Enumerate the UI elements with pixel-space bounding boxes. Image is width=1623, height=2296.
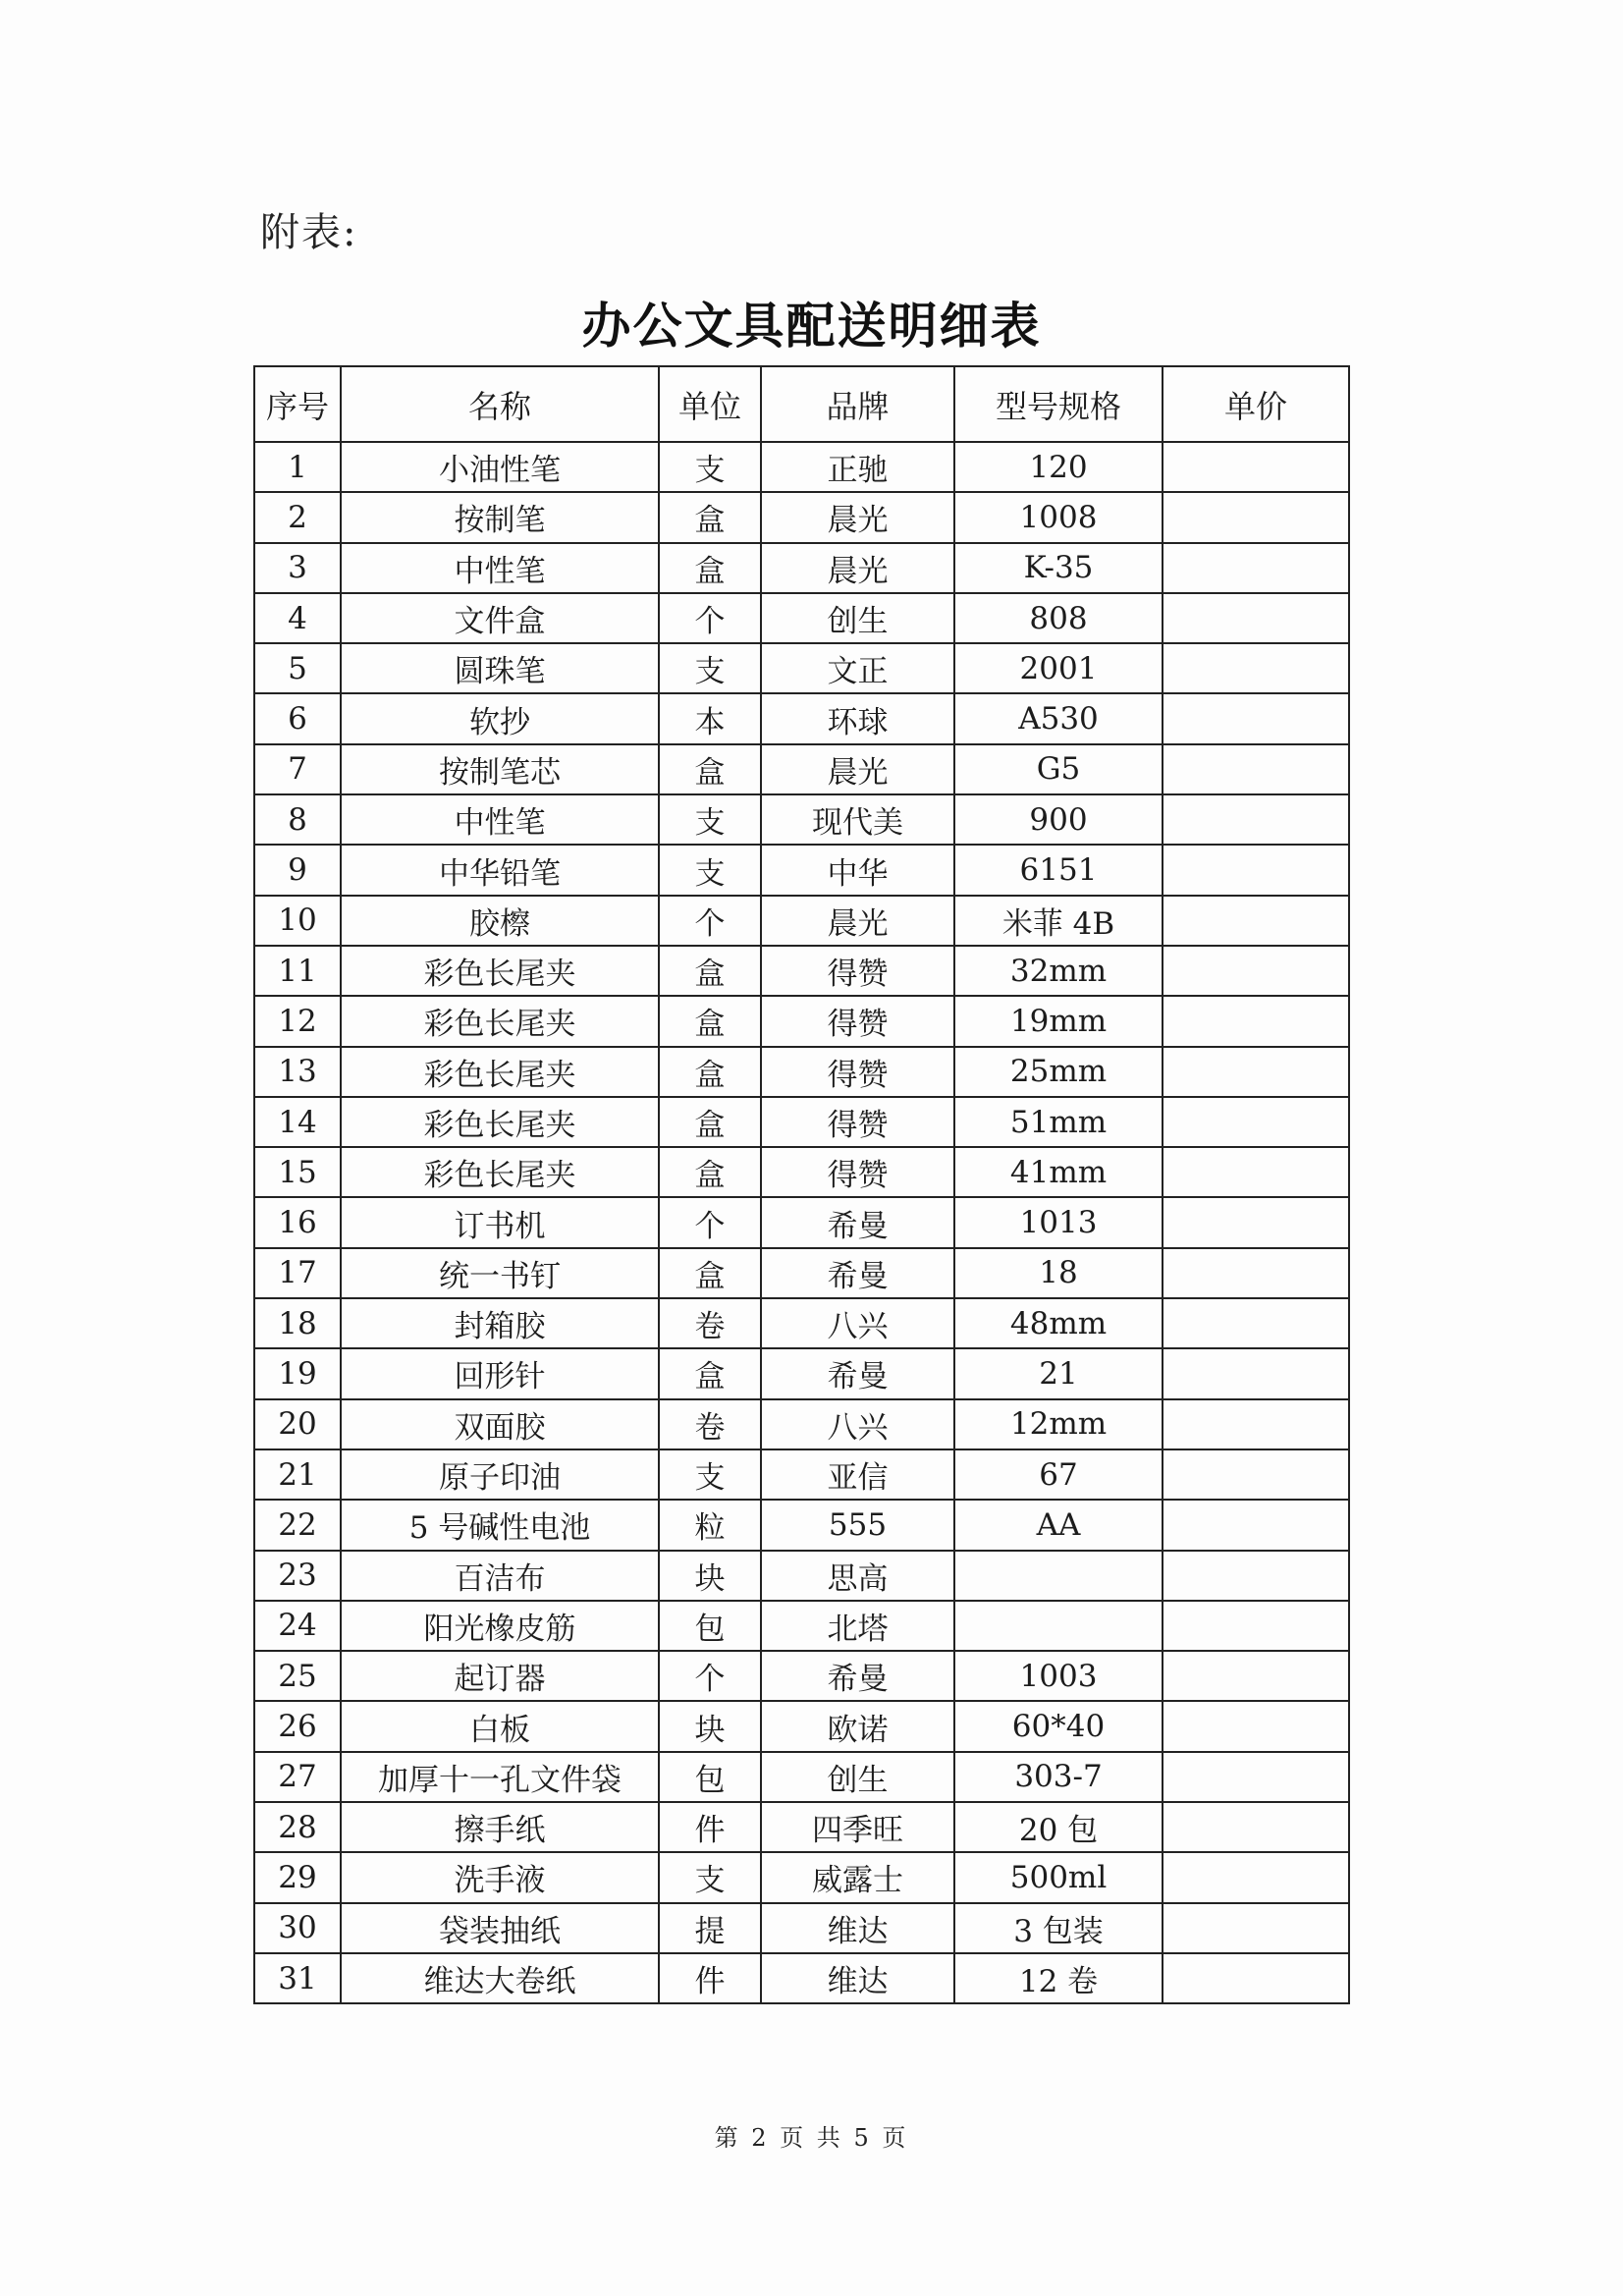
cell-model: 808 <box>954 593 1163 643</box>
cell-unit: 提 <box>659 1903 761 1953</box>
cell-model: 12mm <box>954 1399 1163 1449</box>
cell-price <box>1163 794 1349 845</box>
cell-model: 1008 <box>954 492 1163 542</box>
cell-model: 67 <box>954 1449 1163 1500</box>
cell-price <box>1163 492 1349 542</box>
cell-brand: 中华 <box>761 845 954 895</box>
attachment-label: 附表: <box>260 210 358 255</box>
cell-model: 25mm <box>954 1047 1163 1097</box>
cell-index: 26 <box>254 1701 341 1751</box>
cell-price <box>1163 1248 1349 1298</box>
cell-name: 订书机 <box>341 1197 659 1247</box>
cell-name: 彩色长尾夹 <box>341 996 659 1046</box>
cell-index: 31 <box>254 1953 341 2003</box>
table-row <box>254 643 1349 693</box>
table-row <box>254 1551 1349 1601</box>
cell-name: 彩色长尾夹 <box>341 1097 659 1147</box>
cell-unit: 块 <box>659 1701 761 1751</box>
table-row <box>254 996 1349 1046</box>
header-unit: 单位 <box>659 366 761 442</box>
cell-unit: 盒 <box>659 1348 761 1398</box>
cell-model: 60*40 <box>954 1701 1163 1751</box>
table-row <box>254 1701 1349 1751</box>
cell-index: 24 <box>254 1601 341 1651</box>
cell-name: 袋装抽纸 <box>341 1903 659 1953</box>
cell-model: 米菲 4B <box>954 896 1163 946</box>
table-row <box>254 1903 1349 1953</box>
cell-unit: 个 <box>659 1197 761 1247</box>
cell-brand: 文正 <box>761 643 954 693</box>
cell-brand: 得赞 <box>761 1147 954 1197</box>
cell-name: 起订器 <box>341 1651 659 1701</box>
cell-unit: 件 <box>659 1953 761 2003</box>
cell-brand: 八兴 <box>761 1399 954 1449</box>
cell-model: 303-7 <box>954 1752 1163 1802</box>
cell-unit: 支 <box>659 1449 761 1500</box>
cell-unit: 个 <box>659 1651 761 1701</box>
cell-model: 1013 <box>954 1197 1163 1247</box>
cell-unit: 支 <box>659 442 761 492</box>
table-row <box>254 1802 1349 1852</box>
table-row <box>254 1449 1349 1500</box>
cell-index: 4 <box>254 593 341 643</box>
cell-name: 中性笔 <box>341 543 659 593</box>
table-row <box>254 946 1349 996</box>
cell-brand: 现代美 <box>761 794 954 845</box>
cell-index: 8 <box>254 794 341 845</box>
table-row <box>254 845 1349 895</box>
cell-price <box>1163 1551 1349 1601</box>
cell-index: 1 <box>254 442 341 492</box>
table-row <box>254 492 1349 542</box>
cell-name: 圆珠笔 <box>341 643 659 693</box>
table-row <box>254 1097 1349 1147</box>
cell-brand: 创生 <box>761 1752 954 1802</box>
cell-index: 28 <box>254 1802 341 1852</box>
header-name: 名称 <box>341 366 659 442</box>
cell-model: 2001 <box>954 643 1163 693</box>
cell-index: 10 <box>254 896 341 946</box>
cell-unit: 盒 <box>659 946 761 996</box>
cell-name: 加厚十一孔文件袋 <box>341 1752 659 1802</box>
cell-model: 6151 <box>954 845 1163 895</box>
cell-model: 18 <box>954 1248 1163 1298</box>
cell-index: 12 <box>254 996 341 1046</box>
cell-price <box>1163 1953 1349 2003</box>
cell-unit: 块 <box>659 1551 761 1601</box>
cell-price <box>1163 1047 1349 1097</box>
cell-brand: 亚信 <box>761 1449 954 1500</box>
cell-unit: 支 <box>659 794 761 845</box>
cell-index: 18 <box>254 1298 341 1348</box>
table-body <box>254 442 1349 2003</box>
cell-model: 21 <box>954 1348 1163 1398</box>
cell-brand: 维达 <box>761 1903 954 1953</box>
cell-index: 13 <box>254 1047 341 1097</box>
cell-index: 30 <box>254 1903 341 1953</box>
cell-brand: 555 <box>761 1500 954 1550</box>
cell-price <box>1163 896 1349 946</box>
cell-unit: 卷 <box>659 1298 761 1348</box>
header-model: 型号规格 <box>954 366 1163 442</box>
cell-brand: 晨光 <box>761 744 954 794</box>
cell-brand: 希曼 <box>761 1248 954 1298</box>
table-row <box>254 1348 1349 1398</box>
header-price: 单价 <box>1163 366 1349 442</box>
table-row <box>254 1953 1349 2003</box>
cell-index: 17 <box>254 1248 341 1298</box>
table-row <box>254 794 1349 845</box>
cell-index: 19 <box>254 1348 341 1398</box>
cell-unit: 盒 <box>659 1097 761 1147</box>
cell-index: 16 <box>254 1197 341 1247</box>
cell-unit: 盒 <box>659 1147 761 1197</box>
cell-brand: 希曼 <box>761 1197 954 1247</box>
header-index: 序号 <box>254 366 341 442</box>
cell-name: 中性笔 <box>341 794 659 845</box>
cell-price <box>1163 1449 1349 1500</box>
cell-brand: 得赞 <box>761 946 954 996</box>
cell-name: 维达大卷纸 <box>341 1953 659 2003</box>
cell-price <box>1163 1651 1349 1701</box>
cell-brand: 创生 <box>761 593 954 643</box>
cell-brand: 得赞 <box>761 996 954 1046</box>
cell-index: 9 <box>254 845 341 895</box>
cell-name: 统一书钉 <box>341 1248 659 1298</box>
table-row <box>254 1047 1349 1097</box>
table-header-row <box>254 366 1349 442</box>
cell-model: 12 卷 <box>954 1953 1163 2003</box>
cell-name: 彩色长尾夹 <box>341 1047 659 1097</box>
cell-unit: 个 <box>659 593 761 643</box>
table-row <box>254 1197 1349 1247</box>
cell-price <box>1163 543 1349 593</box>
cell-index: 20 <box>254 1399 341 1449</box>
cell-model: 120 <box>954 442 1163 492</box>
cell-brand: 晨光 <box>761 896 954 946</box>
cell-model: 51mm <box>954 1097 1163 1147</box>
cell-unit: 个 <box>659 896 761 946</box>
cell-model <box>954 1601 1163 1651</box>
cell-name: 软抄 <box>341 693 659 743</box>
cell-index: 2 <box>254 492 341 542</box>
cell-brand: 得赞 <box>761 1097 954 1147</box>
cell-unit: 支 <box>659 845 761 895</box>
cell-unit: 包 <box>659 1601 761 1651</box>
cell-model: A530 <box>954 693 1163 743</box>
table-row <box>254 442 1349 492</box>
cell-brand: 思高 <box>761 1551 954 1601</box>
cell-model: 3 包装 <box>954 1903 1163 1953</box>
cell-price <box>1163 1348 1349 1398</box>
table-row <box>254 1500 1349 1550</box>
cell-name: 封箱胶 <box>341 1298 659 1348</box>
cell-model: K-35 <box>954 543 1163 593</box>
cell-price <box>1163 946 1349 996</box>
table-row <box>254 543 1349 593</box>
cell-price <box>1163 996 1349 1046</box>
cell-model: 32mm <box>954 946 1163 996</box>
cell-unit: 盒 <box>659 996 761 1046</box>
cell-unit: 盒 <box>659 543 761 593</box>
cell-name: 白板 <box>341 1701 659 1751</box>
cell-brand: 晨光 <box>761 492 954 542</box>
cell-name: 洗手液 <box>341 1852 659 1902</box>
cell-unit: 支 <box>659 1852 761 1902</box>
document-title: 办公文具配送明细表 <box>581 298 1042 355</box>
cell-price <box>1163 1802 1349 1852</box>
table-row <box>254 896 1349 946</box>
cell-model: 1003 <box>954 1651 1163 1701</box>
cell-unit: 件 <box>659 1802 761 1852</box>
cell-brand: 威露士 <box>761 1852 954 1902</box>
cell-brand: 希曼 <box>761 1651 954 1701</box>
table-row <box>254 593 1349 643</box>
cell-brand: 欧诺 <box>761 1701 954 1751</box>
cell-model: 900 <box>954 794 1163 845</box>
cell-name: 彩色长尾夹 <box>341 946 659 996</box>
cell-name: 5 号碱性电池 <box>341 1500 659 1550</box>
cell-price <box>1163 1147 1349 1197</box>
cell-model: 500ml <box>954 1852 1163 1902</box>
cell-index: 22 <box>254 1500 341 1550</box>
cell-price <box>1163 1500 1349 1550</box>
detail-table <box>253 365 1350 2004</box>
cell-price <box>1163 1701 1349 1751</box>
cell-unit: 粒 <box>659 1500 761 1550</box>
table-row <box>254 1298 1349 1348</box>
cell-model: 19mm <box>954 996 1163 1046</box>
cell-unit: 卷 <box>659 1399 761 1449</box>
cell-brand: 正驰 <box>761 442 954 492</box>
table-row <box>254 1752 1349 1802</box>
cell-brand: 八兴 <box>761 1298 954 1348</box>
header-brand: 品牌 <box>761 366 954 442</box>
cell-price <box>1163 593 1349 643</box>
cell-unit: 盒 <box>659 1047 761 1097</box>
cell-model <box>954 1551 1163 1601</box>
cell-price <box>1163 1197 1349 1247</box>
table-row <box>254 1651 1349 1701</box>
cell-brand: 晨光 <box>761 543 954 593</box>
cell-index: 27 <box>254 1752 341 1802</box>
cell-index: 29 <box>254 1852 341 1902</box>
cell-model: 48mm <box>954 1298 1163 1348</box>
cell-unit: 盒 <box>659 744 761 794</box>
cell-brand: 希曼 <box>761 1348 954 1398</box>
page-footer: 第 2 页 共 5 页 <box>714 2124 909 2152</box>
cell-index: 21 <box>254 1449 341 1500</box>
cell-index: 6 <box>254 693 341 743</box>
cell-brand: 维达 <box>761 1953 954 2003</box>
cell-price <box>1163 1399 1349 1449</box>
table-row <box>254 1852 1349 1902</box>
cell-name: 文件盒 <box>341 593 659 643</box>
cell-name: 按制笔芯 <box>341 744 659 794</box>
cell-index: 23 <box>254 1551 341 1601</box>
cell-price <box>1163 744 1349 794</box>
table-row <box>254 1601 1349 1651</box>
cell-price <box>1163 643 1349 693</box>
cell-model: 41mm <box>954 1147 1163 1197</box>
cell-brand: 四季旺 <box>761 1802 954 1852</box>
cell-brand: 北塔 <box>761 1601 954 1651</box>
cell-model: G5 <box>954 744 1163 794</box>
table-row <box>254 744 1349 794</box>
cell-price <box>1163 1903 1349 1953</box>
cell-name: 双面胶 <box>341 1399 659 1449</box>
cell-name: 原子印油 <box>341 1449 659 1500</box>
cell-index: 11 <box>254 946 341 996</box>
cell-name: 回形针 <box>341 1348 659 1398</box>
cell-unit: 盒 <box>659 492 761 542</box>
table-row <box>254 1147 1349 1197</box>
cell-index: 15 <box>254 1147 341 1197</box>
cell-price <box>1163 1097 1349 1147</box>
cell-name: 百洁布 <box>341 1551 659 1601</box>
cell-name: 擦手纸 <box>341 1802 659 1852</box>
cell-brand: 得赞 <box>761 1047 954 1097</box>
cell-name: 按制笔 <box>341 492 659 542</box>
cell-price <box>1163 1852 1349 1902</box>
table-row <box>254 693 1349 743</box>
cell-index: 5 <box>254 643 341 693</box>
cell-price <box>1163 1752 1349 1802</box>
cell-model: 20 包 <box>954 1802 1163 1852</box>
cell-index: 25 <box>254 1651 341 1701</box>
cell-index: 7 <box>254 744 341 794</box>
cell-index: 3 <box>254 543 341 593</box>
cell-name: 中华铅笔 <box>341 845 659 895</box>
cell-index: 14 <box>254 1097 341 1147</box>
cell-name: 阳光橡皮筋 <box>341 1601 659 1651</box>
cell-name: 胶檫 <box>341 896 659 946</box>
cell-unit: 支 <box>659 643 761 693</box>
cell-price <box>1163 442 1349 492</box>
cell-brand: 环球 <box>761 693 954 743</box>
cell-price <box>1163 1298 1349 1348</box>
cell-model: AA <box>954 1500 1163 1550</box>
cell-price <box>1163 845 1349 895</box>
cell-name: 小油性笔 <box>341 442 659 492</box>
cell-unit: 盒 <box>659 1248 761 1298</box>
cell-unit: 本 <box>659 693 761 743</box>
cell-unit: 包 <box>659 1752 761 1802</box>
cell-price <box>1163 693 1349 743</box>
table-row <box>254 1399 1349 1449</box>
cell-name: 彩色长尾夹 <box>341 1147 659 1197</box>
table-row <box>254 1248 1349 1298</box>
cell-price <box>1163 1601 1349 1651</box>
